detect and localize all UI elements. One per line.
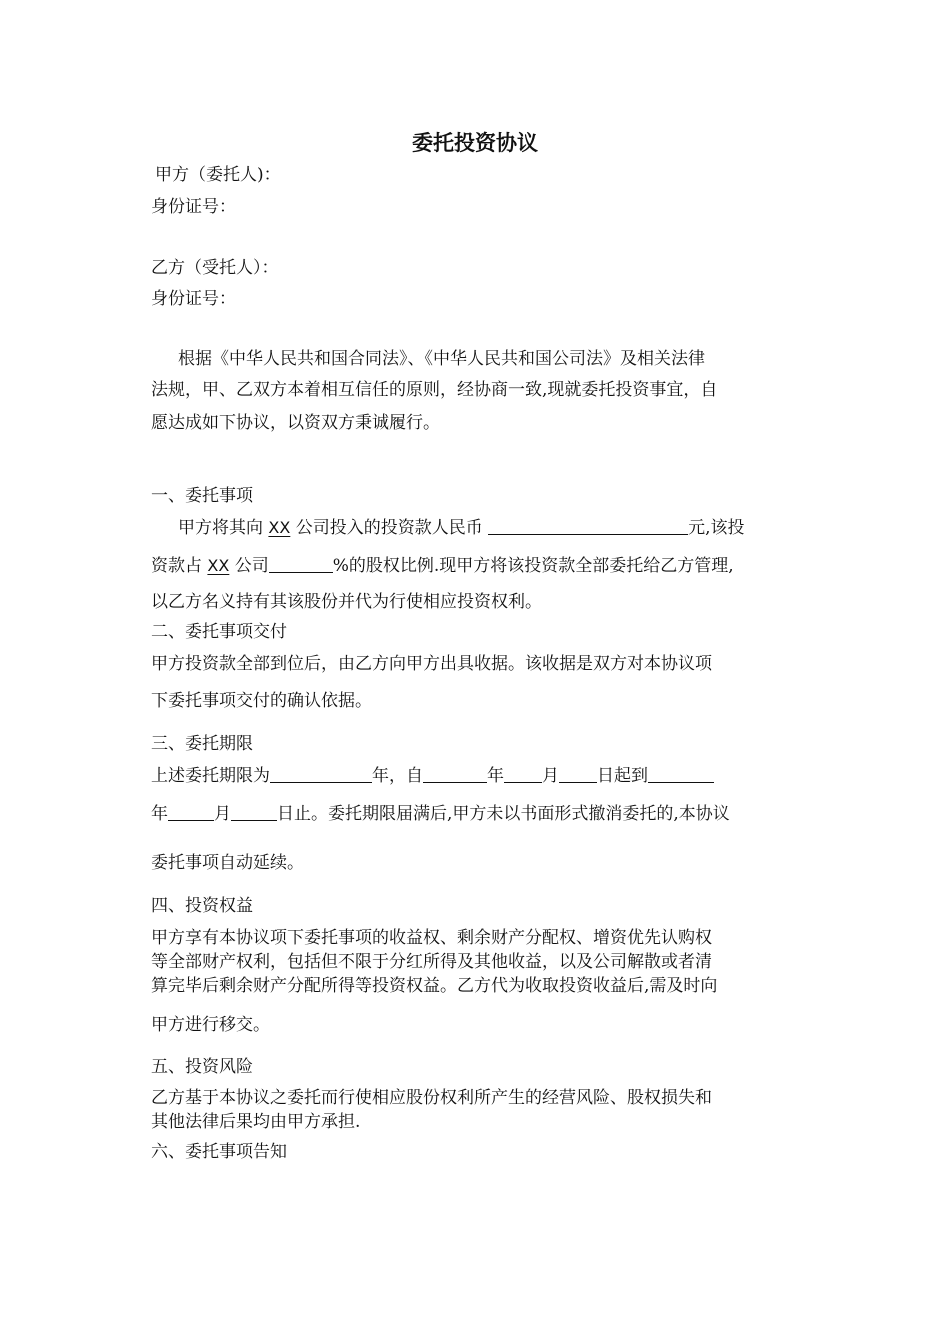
s1-text: 甲方将其向 [178, 518, 269, 538]
section-5-heading: 五、投资风险 [151, 1057, 253, 1077]
section-5-line-1: 乙方基于本协议之委托而行使相应股份权利所产生的经营风险、股权损失和 [151, 1088, 712, 1108]
party-b-label: 乙方（受托人）： [151, 258, 279, 278]
party-a-label: 甲方（委托人)： [155, 165, 281, 185]
s1-text: 元,该投 [688, 518, 745, 538]
end-month-blank [168, 802, 214, 821]
s3-text: 月 [542, 766, 559, 786]
section-3-line-3: 委托事项自动延续。 [151, 853, 304, 873]
section-2-line-2: 下委托事项交付的确认依据。 [151, 691, 372, 711]
section-4-line-3: 算完毕后剩余财产分配所得等投资权益。乙方代为收取投资收益后,需及时向 [151, 976, 718, 996]
document-title: 委托投资协议 [412, 130, 538, 155]
end-day-blank [231, 802, 277, 821]
company-placeholder: XX [268, 518, 291, 537]
section-2-heading: 二、委托事项交付 [151, 622, 287, 642]
intro-line-3: 愿达成如下协议，以资双方秉诚履行。 [151, 413, 440, 433]
amount-blank [488, 516, 688, 535]
section-4-heading: 四、投资权益 [151, 896, 253, 916]
section-1-line-3: 以乙方名义持有其该股份并代为行使相应投资权利。 [151, 592, 542, 612]
section-1-line-2 [151, 554, 734, 577]
party-b-id-label: 身份证号： [151, 289, 236, 309]
section-1-heading: 一、委托事项 [151, 486, 253, 506]
percent-blank [269, 554, 333, 573]
section-4-line-4: 甲方进行移交。 [151, 1015, 270, 1035]
s3-text: 年 [151, 804, 168, 824]
s1-text: 公司 [229, 556, 269, 576]
section-3-line-1 [151, 764, 714, 787]
s1-text: %的股权比例.现甲方将该投资款全部委托给乙方管理, [332, 556, 734, 576]
start-month-blank [504, 764, 542, 783]
section-4-line-1: 甲方享有本协议项下委托事项的收益权、剩余财产分配权、增资优先认购权 [151, 928, 712, 948]
s3-text: 月 [214, 804, 231, 824]
s1-text: 公司投入的投资款人民币 [290, 518, 489, 538]
s3-text: 日起到 [597, 766, 648, 786]
section-3-line-2 [151, 802, 730, 825]
s3-text: 上述委托期限为 [151, 766, 270, 786]
intro-line-1: 根据《中华人民共和国合同法》、《中华人民共和国公司法》及相关法律 [178, 349, 705, 369]
section-3-heading: 三、委托期限 [151, 734, 253, 754]
end-year-blank [648, 764, 714, 783]
section-4-line-2: 等全部财产权利，包括但不限于分红所得及其他收益，以及公司解散或者清 [151, 952, 712, 972]
start-day-blank [559, 764, 597, 783]
start-year-blank [423, 764, 487, 783]
section-6-heading: 六、委托事项告知 [151, 1142, 287, 1162]
section-1-line-1 [178, 516, 745, 539]
s1-text: 资款占 [151, 556, 208, 576]
s3-text: ，自 [389, 766, 423, 786]
intro-line-2: 法规，甲、乙双方本着相互信任的原则，经协商一致,现就委托投资事宜，自 [151, 380, 718, 400]
company-placeholder: XX [207, 556, 230, 575]
section-5-line-2: 其他法律后果均由甲方承担. [151, 1112, 361, 1132]
s3-text: 年 [487, 766, 504, 786]
party-a-id-label: 身份证号： [151, 197, 236, 217]
term-blank [270, 764, 372, 783]
section-2-line-1: 甲方投资款全部到位后，由乙方向甲方出具收据。该收据是双方对本协议项 [151, 654, 712, 674]
s3-text: 日止。委托期限届满后,甲方未以书面形式撤消委托的,本协议 [277, 804, 730, 824]
s3-text: 年 [372, 766, 389, 786]
